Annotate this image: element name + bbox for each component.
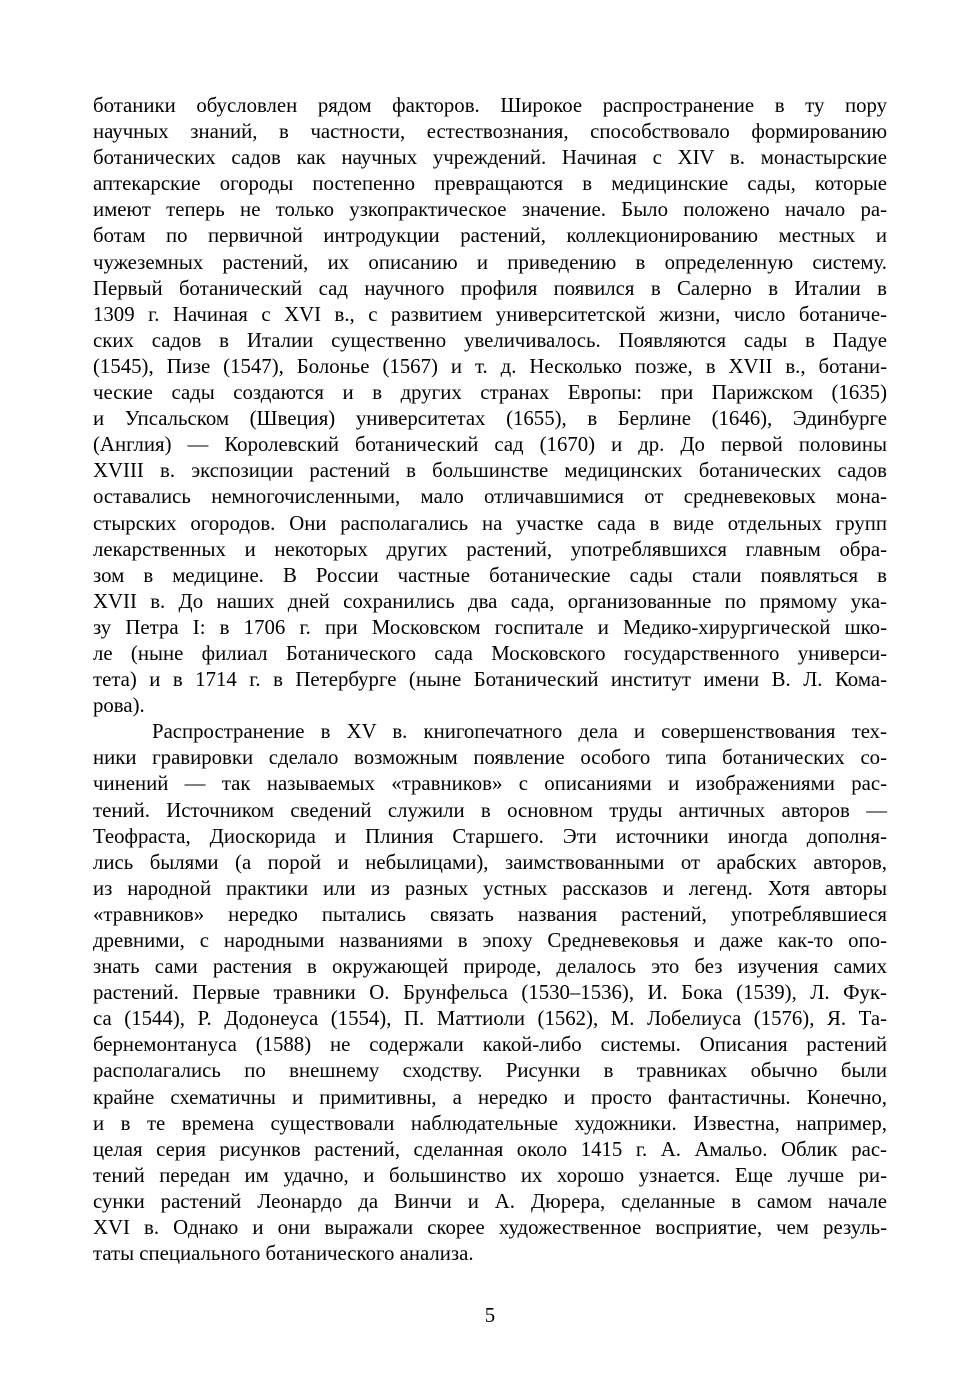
text-line: ботам по первичной интродукции растений, коллекционированию местных и <box>93 224 887 248</box>
text-line: ческие сады создаются и в других странах Европы: при Парижском (1635) <box>93 381 887 405</box>
text-line: лись былями (а порой и небылицами), заимствованными от арабских авторов, <box>93 850 887 874</box>
text-line: имеют теперь не только узкопрактическое значение. Было положено начало ра- <box>93 198 887 222</box>
text-line: са (1544), Р. Додонеуса (1554), П. Маттиоли (1562), М. Лобелиуса (1576), Я. Та- <box>93 1007 887 1031</box>
text-line: Первый ботанический сад научного профиля появился в Салерно в Италии в <box>93 276 887 300</box>
text-line: располагались по внешнему сходству. Рисунки в травниках обычно были <box>93 1059 887 1083</box>
text-line: стырских огородов. Они располагались на участке сада в виде отдельных групп <box>93 511 887 535</box>
text-line: таты специального ботанического анализа. <box>93 1242 474 1266</box>
text-line: тений передан им удачно, и большинство их хорошо узнается. Еще лучше ри- <box>93 1163 887 1187</box>
text-line: ники гравировки сделало возможным появление особого типа ботанических со- <box>93 746 887 770</box>
text-line: научных знаний, в частности, естествознания, способствовало формированию <box>93 120 887 144</box>
text-line: и Упсальском (Швеция) университетах (1655), в Берлине (1646), Эдинбурге <box>93 407 887 431</box>
text-line: знать сами растения в окружающей природе, делалось это без изучения самих <box>93 955 887 979</box>
text-line: Распространение в XV в. книгопечатного дела и совершенствования тех- <box>152 720 887 744</box>
text-line: ских садов в Италии существенно увеличивалось. Появляются сады в Падуе <box>93 328 887 352</box>
text-line: крайне схематичны и примитивны, а нередко и просто фантастичны. Конечно, <box>93 1085 887 1109</box>
text-line: и в те времена существовали наблюдательные художники. Известна, например, <box>93 1111 887 1135</box>
text-line: тений. Источником сведений служили в основном труды античных авторов — <box>93 798 887 822</box>
text-line: оставались немногочисленными, мало отличавшимися от средневековых мона- <box>93 485 887 509</box>
paragraph <box>93 719 887 1267</box>
text-line: ботаники обусловлен рядом факторов. Широкое распространение в ту пору <box>93 94 887 117</box>
text-line: растений. Первые травники О. Брунфельса (1530–1536), И. Бока (1539), Л. Фук- <box>93 981 887 1005</box>
text-line: целая серия рисунков растений, сделанная около 1415 г. А. Амальо. Облик рас- <box>93 1137 887 1161</box>
page-number: 5 <box>484 1304 496 1327</box>
text-line: рова). <box>93 694 145 718</box>
text-line: лекарственных и некоторых других растений, употреблявшихся главным обра- <box>93 537 887 561</box>
text-line: зом в медицине. В России частные ботанические сады стали появляться в <box>93 563 887 587</box>
text-line: из народной практики или из разных устных рассказов и легенд. Хотя авторы <box>93 876 887 900</box>
text-line: Теофраста, Диоскорида и Плиния Старшего. Эти источники иногда дополня- <box>93 824 887 848</box>
text-line: XVII в. До наших дней сохранились два сада, организованные по прямому ука- <box>93 589 887 613</box>
text-line: «травников» нередко пытались связать названия растений, употреблявшиеся <box>93 902 887 926</box>
text-line: зу Петра I: в 1706 г. при Московском госпитале и Медико-хирургической шко- <box>93 615 887 639</box>
text-line: ботанических садов как научных учреждений. Начиная с XIV в. монастырские <box>93 146 887 170</box>
text-line: 1309 г. Начиная с XVI в., с развитием университетской жизни, число ботаниче- <box>93 302 887 326</box>
body-text <box>93 93 887 1267</box>
text-line: чужеземных растений, их описанию и приведению в определенную систему. <box>93 250 887 274</box>
text-line: XVIII в. экспозиции растений в большинстве медицинских ботанических садов <box>93 459 887 483</box>
text-line: (Англия) — Королевский ботанический сад (1670) и др. До первой половины <box>93 433 887 457</box>
text-line: древними, с народными названиями в эпоху Средневековья и даже как-то опо- <box>93 929 887 952</box>
text-line: XVI в. Однако и они выражали скорее художественное восприятие, чем резуль- <box>93 1216 887 1240</box>
text-line: сунки растений Леонардо да Винчи и А. Дюрера, сделанные в самом начале <box>93 1189 887 1213</box>
text-line: аптекарские огороды постепенно превращаются в медицинские сады, которые <box>93 172 887 196</box>
paragraph <box>93 93 887 719</box>
text-line: тета) и в 1714 г. в Петербурге (ныне Ботанический институт имени В. Л. Кома- <box>93 668 887 692</box>
text-line: ле (ныне филиал Ботанического сада Московского государственного универси- <box>93 641 887 665</box>
text-line: (1545), Пизе (1547), Болонье (1567) и т. д. Несколько позже, в XVII в., ботани- <box>93 354 887 378</box>
text-line: чинений — так называемых «травников» с описаниями и изображениями рас- <box>93 772 887 796</box>
text-line: бернемонтануса (1588) не содержали какой-либо системы. Описания растений <box>93 1033 887 1057</box>
